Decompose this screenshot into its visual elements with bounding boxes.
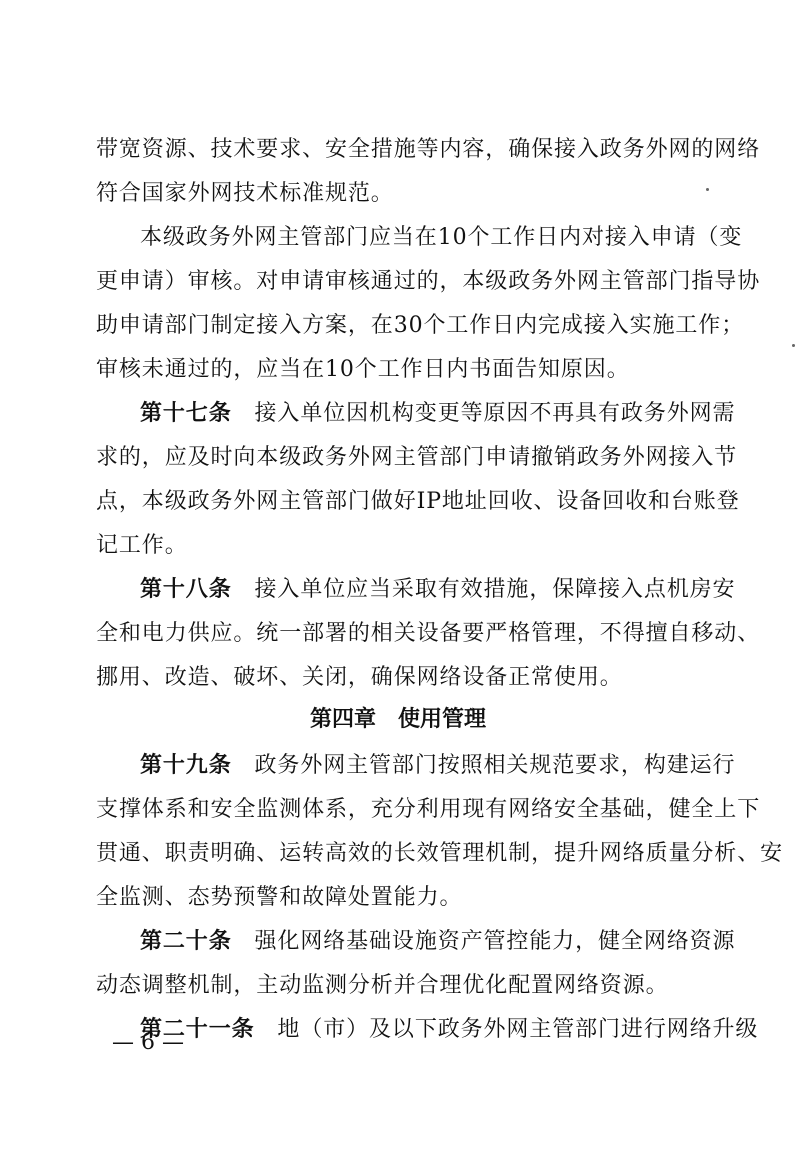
text-line: 助申请部门制定接入方案，在30个工作日内完成接入实施工作；: [96, 313, 745, 338]
text-line: 强化网络基础设施资产管控能力，健全网络资源: [254, 929, 736, 954]
text-line: 更申请）审核。对申请审核通过的，本级政务外网主管部门指导协: [96, 269, 761, 294]
text-line: 接入单位因机构变更等原因不再具有政务外网需: [254, 401, 736, 426]
article-paragraph-start: [140, 744, 736, 788]
text-line: 政务外网主管部门按照相关规范要求，构建运行: [254, 753, 736, 778]
chapter-title: 第四章 使用管理: [309, 707, 486, 732]
article-spacer: [232, 753, 255, 778]
article-heading: 第十七条: [140, 401, 232, 426]
text-line: 支撑体系和安全监测体系，充分利用现有网络安全基础，健全上下: [96, 797, 761, 822]
article-paragraph-start: [140, 1008, 759, 1052]
text-line: 审核未通过的，应当在10个工作日内书面告知原因。: [96, 357, 630, 382]
article-paragraph-start: [140, 568, 736, 612]
article-heading: 第十九条: [140, 753, 232, 778]
article-paragraph-start: [140, 392, 736, 436]
article-heading: 第二十一条: [140, 1017, 255, 1042]
text-line: 贯通、职责明确、运转高效的长效管理机制，提升网络质量分析、安: [96, 841, 784, 866]
text-line: 接入单位应当采取有效措施，保障接入点机房安: [254, 577, 736, 602]
text-line: 地（市）及以下政务外网主管部门进行网络升级: [277, 1017, 759, 1042]
article-spacer: [232, 577, 255, 602]
article-spacer: [255, 1017, 278, 1042]
article-paragraph-start: [140, 920, 736, 964]
article-spacer: [232, 929, 255, 954]
text-line: 带宽资源、技术要求、安全措施等内容，确保接入政务外网的网络: [96, 137, 761, 162]
text-line: 求的，应及时向本级政务外网主管部门申请撤销政务外网接入节: [96, 445, 738, 470]
text-line: 动态调整机制，主动监测分析并合理优化配置网络资源。: [96, 973, 669, 998]
scan-speck: [706, 188, 709, 191]
page-number: — 6 —: [112, 1030, 184, 1055]
text-line: 点，本级政务外网主管部门做好IP地址回收、设备回收和台账登: [96, 489, 740, 514]
scan-speck: [792, 344, 795, 347]
text-line: 记工作。: [96, 533, 188, 558]
article-heading: 第二十条: [140, 929, 232, 954]
article-heading: 第十八条: [140, 577, 232, 602]
text-line: 挪用、改造、破坏、关闭，确保网络设备正常使用。: [96, 665, 623, 690]
article-spacer: [232, 401, 255, 426]
text-line: 全监测、态势预警和故障处置能力。: [96, 885, 463, 910]
text-line: 符合国家外网技术标准规范。: [96, 181, 394, 206]
text-line: 本级政务外网主管部门应当在10个工作日内对接入申请（变: [140, 225, 743, 250]
text-line: 全和电力供应。统一部署的相关设备要严格管理，不得擅自移动、: [96, 621, 761, 646]
